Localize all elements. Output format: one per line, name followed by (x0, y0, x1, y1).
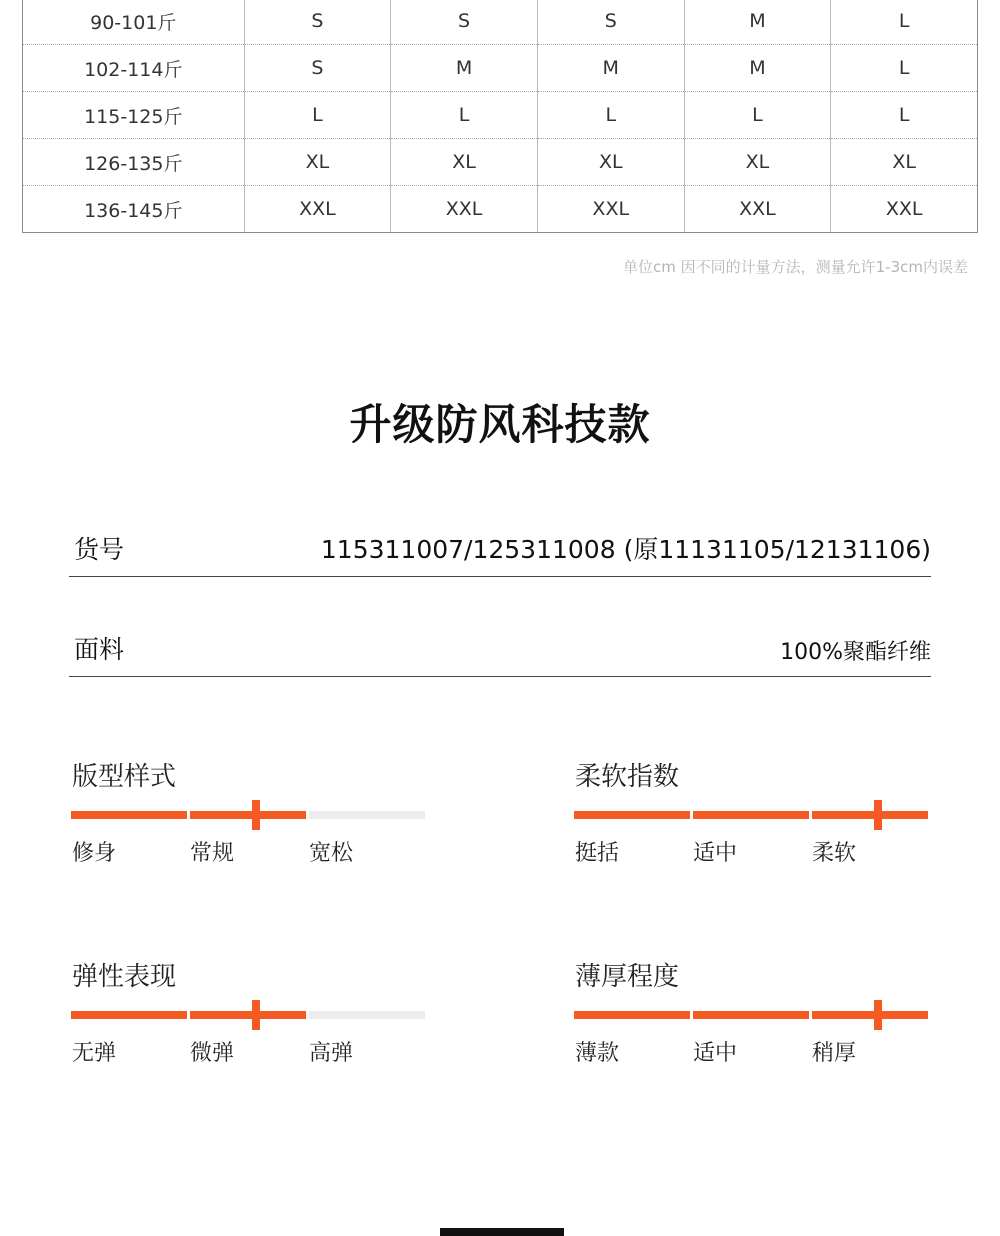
size-cell: L (831, 45, 978, 92)
size-cell: S (244, 0, 391, 45)
spec-value: 100%聚酯纤维 (780, 640, 931, 665)
spec-row-item-number (69, 526, 931, 577)
size-cell: S (391, 0, 538, 45)
scale-option: 常规 (190, 841, 235, 866)
scale-title: 弹性表现 (72, 962, 177, 992)
size-cell: L (537, 92, 684, 139)
scale-marker (252, 1000, 260, 1030)
scale-segment (71, 811, 187, 819)
scale-marker (874, 800, 882, 830)
weight-cell: 102-114斤 (23, 45, 245, 92)
weight-cell: 126-135斤 (23, 139, 245, 186)
scale-option: 宽松 (309, 841, 354, 866)
measurement-note: 单位cm 因不同的计量方法，测量允许1-3cm内误差 (623, 258, 968, 276)
size-cell: XXL (831, 186, 978, 233)
table-row (23, 0, 978, 45)
size-cell: S (244, 45, 391, 92)
spec-label: 货号 (74, 535, 125, 564)
size-table (22, 0, 978, 233)
spec-value: 115311007/125311008 (原11131105/12131106) (320, 535, 931, 564)
scale-marker (252, 800, 260, 830)
scale-option: 柔软 (812, 841, 857, 866)
cropped-heading-fragment (440, 1228, 564, 1236)
size-cell: L (391, 92, 538, 139)
scale-segment (309, 1011, 425, 1019)
table-row (23, 92, 978, 139)
scale-softness (574, 756, 934, 876)
table-row (23, 45, 978, 92)
scale-segment (309, 811, 425, 819)
section-title: 升级防风科技款 (349, 400, 651, 449)
scale-fit (71, 756, 431, 876)
size-cell: XXL (244, 186, 391, 233)
scale-title: 版型样式 (72, 762, 177, 792)
size-cell: XXL (391, 186, 538, 233)
size-cell: XL (684, 139, 831, 186)
table-row (23, 139, 978, 186)
scale-segment (574, 811, 690, 819)
weight-cell: 115-125斤 (23, 92, 245, 139)
size-cell: M (391, 45, 538, 92)
size-cell: M (684, 45, 831, 92)
scale-marker (874, 1000, 882, 1030)
size-cell: L (831, 0, 978, 45)
scale-segment (71, 1011, 187, 1019)
size-cell: XL (537, 139, 684, 186)
scale-option: 薄款 (575, 1041, 620, 1066)
scale-option: 无弹 (72, 1041, 117, 1066)
size-cell: M (684, 0, 831, 45)
size-cell: L (244, 92, 391, 139)
scale-segment (693, 811, 809, 819)
size-cell: S (537, 0, 684, 45)
scale-option: 适中 (693, 841, 738, 866)
scale-option: 稍厚 (812, 1041, 857, 1066)
size-cell: M (537, 45, 684, 92)
scale-segment (574, 1011, 690, 1019)
spec-row-fabric (69, 626, 931, 677)
scale-segment (812, 811, 928, 819)
scale-option: 修身 (72, 841, 117, 866)
size-cell: L (831, 92, 978, 139)
scale-elasticity (71, 956, 431, 1076)
size-cell: XXL (537, 186, 684, 233)
weight-cell: 136-145斤 (23, 186, 245, 233)
size-cell: L (684, 92, 831, 139)
scale-title: 柔软指数 (575, 762, 680, 792)
scale-segment (693, 1011, 809, 1019)
scale-segment (190, 1011, 306, 1019)
scale-option: 适中 (693, 1041, 738, 1066)
size-cell: XL (391, 139, 538, 186)
scale-segment (190, 811, 306, 819)
size-cell: XL (244, 139, 391, 186)
scale-option: 微弹 (190, 1041, 235, 1066)
scale-title: 薄厚程度 (575, 962, 680, 992)
scale-option: 挺括 (575, 841, 620, 866)
scale-thickness (574, 956, 934, 1076)
size-cell: XL (831, 139, 978, 186)
next-section-title-partial (440, 1222, 564, 1236)
size-cell: XXL (684, 186, 831, 233)
scale-segment (812, 1011, 928, 1019)
spec-label: 面料 (74, 635, 125, 664)
weight-cell: 90-101斤 (23, 0, 245, 45)
scale-option: 高弹 (309, 1041, 354, 1066)
table-row (23, 186, 978, 233)
